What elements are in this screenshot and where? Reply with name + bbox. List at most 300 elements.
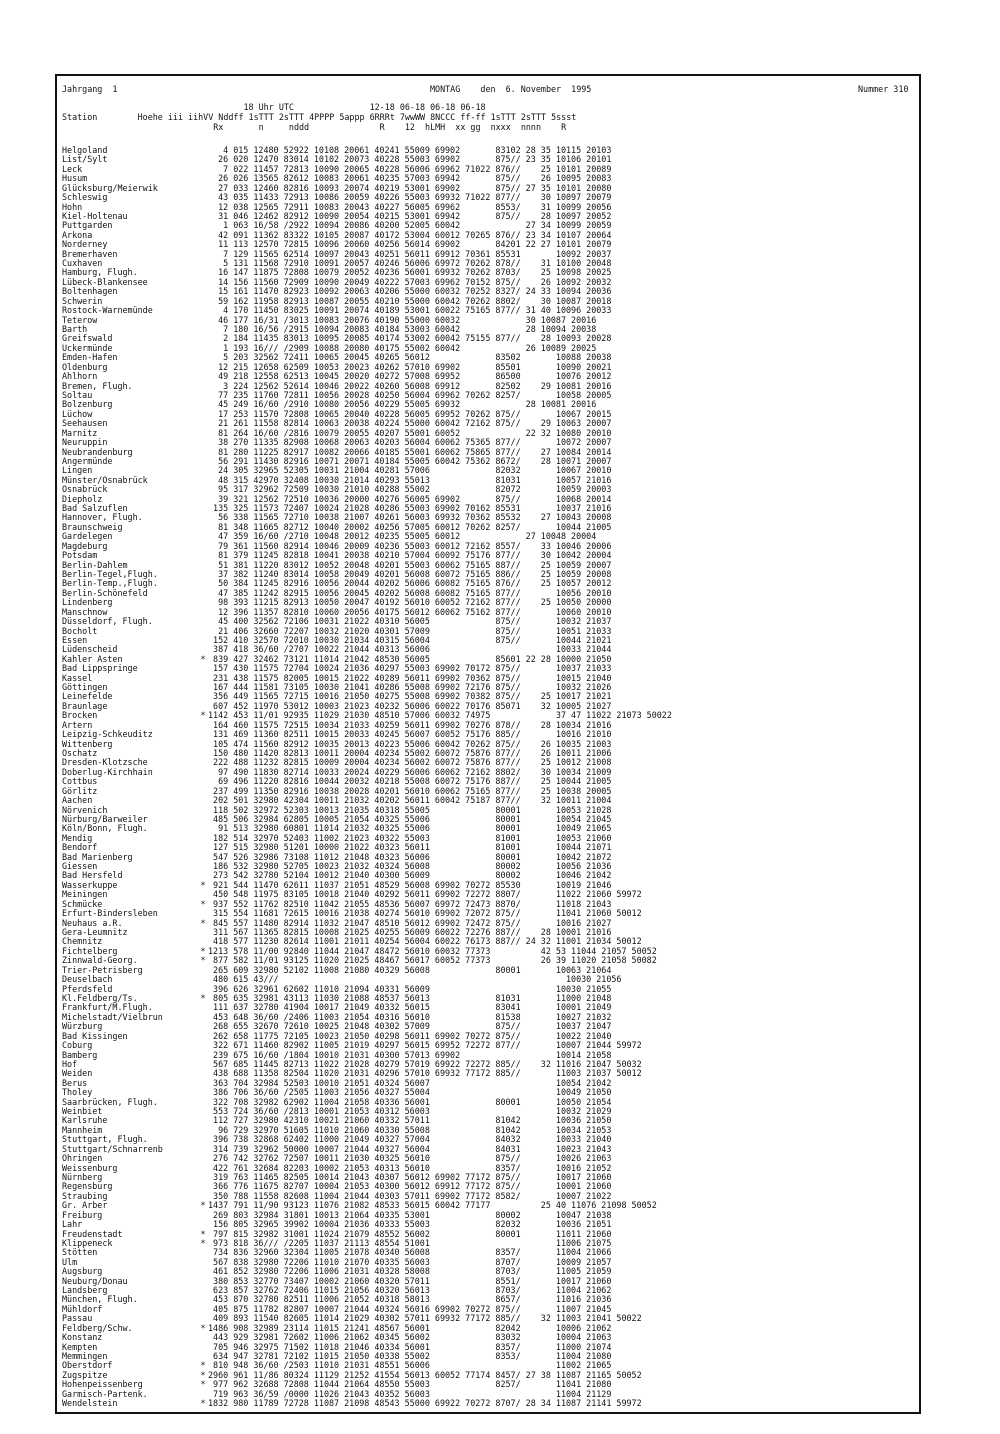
station-observation-data: 1 193 16/// /2909 10088 20080 40175 55002 60042 26 10089 20025 <box>208 342 597 353</box>
mountain-station-marker <box>198 740 208 749</box>
station-name: Berus <box>62 1078 88 1088</box>
station-observation-data: 152 410 32570 72010 10030 21034 40315 56004 875// 10044 21021 <box>208 634 612 645</box>
mountain-station-marker <box>198 1248 208 1257</box>
station-name: Mannheim <box>62 1125 103 1135</box>
station-observation-data: 12 038 12565 72911 10083 20043 40227 56005 69962 8553/ 31 10099 20056 <box>208 201 612 212</box>
station-name: Chemnitz <box>62 937 103 947</box>
station-name: Neuruppin <box>62 438 108 448</box>
station-observation-data: 450 548 11975 83105 10018 21040 40292 56011 69902 72272 8807/ 11022 21060 59972 <box>208 889 642 900</box>
station-name: Rostock-Warnemünde <box>62 306 153 316</box>
station-name: Bocholt <box>62 626 98 636</box>
mountain-station-marker <box>198 448 208 457</box>
station-observation-data: 26 026 13565 82612 10083 20061 40235 57003 69942 875// 26 10095 20083 <box>208 173 612 184</box>
station-name: Bad Salzuflen <box>62 504 128 514</box>
station-name: Fichtelberg <box>62 946 118 956</box>
station-name: Saarbrücken, Flugh. <box>62 1097 158 1107</box>
station-observation-data: 438 688 11358 82504 11020 21031 40296 57010 69932 77172 885// 11003 21037 50012 <box>208 1068 642 1079</box>
station-name: Wendelstein <box>62 1399 118 1409</box>
station-observation-data: 135 325 11573 72407 10024 21028 40286 55003 69902 70162 85531 10037 21016 <box>208 503 612 514</box>
mountain-station-marker <box>198 1305 208 1314</box>
mountain-station-marker <box>198 796 208 805</box>
station-observation-data: 56 291 11430 82916 10071 20071 40184 55005 60042 75362 8672/ 28 10071 20007 <box>208 455 612 466</box>
mountain-station-marker: * <box>200 1322 206 1333</box>
mountain-station-marker <box>198 1182 208 1191</box>
station-name: Freudenstadt <box>62 1229 123 1239</box>
station-observation-data: 97 490 11830 82714 10033 20024 40229 56006 60062 72162 8802/ 30 10034 21009 <box>208 766 612 777</box>
mountain-station-marker <box>198 1041 208 1050</box>
station-observation-data: 16 147 11875 72808 10079 20052 40236 56001 69932 70262 8703/ 25 10098 20025 <box>208 267 612 278</box>
station-observation-data: 1142 453 11/01 92935 11029 21030 48510 57006 60032 74975 37 47 11022 21073 50022 <box>208 710 672 721</box>
station-observation-data: 705 946 32975 71502 11018 21046 40334 56001 8357/ 11000 21074 <box>208 1341 612 1352</box>
mountain-station-marker <box>198 231 208 240</box>
mountain-station-marker <box>198 306 208 315</box>
station-name: Puttgarden <box>62 221 113 231</box>
mountain-station-marker <box>198 1003 208 1012</box>
station-observation-data: 805 635 32981 43113 11030 21088 48537 56013 81031 11000 21048 <box>208 992 612 1003</box>
station-observation-data: 156 805 32965 39902 10004 21036 40333 55003 82032 10036 21051 <box>208 1219 612 1230</box>
station-observation-data: 1486 908 32989 23114 11015 21241 48567 56001 82042 10006 21062 <box>208 1322 612 1333</box>
station-name: Seehausen <box>62 419 108 429</box>
mountain-station-marker: * <box>200 653 206 664</box>
station-observation-data: 81 379 11245 82818 10041 20038 40210 57004 60092 75176 877// 30 10042 20004 <box>208 550 612 561</box>
station-name: Osnabrück <box>62 485 108 495</box>
station-name: Weissenburg <box>62 1163 118 1173</box>
mountain-station-marker <box>198 730 208 739</box>
station-observation-data: 276 742 32762 72507 10011 21030 40325 56010 875// 10026 21063 <box>208 1153 612 1164</box>
mountain-station-marker <box>198 1295 208 1304</box>
station-observation-data: 268 655 32670 72610 10025 21048 40302 57009 875// 10037 21047 <box>208 1021 612 1032</box>
station-observation-data: 921 544 11470 62611 11037 21051 48529 56008 69902 70272 85530 10019 21046 <box>208 879 612 890</box>
station-name: Meiningen <box>62 890 108 900</box>
mountain-station-marker <box>198 815 208 824</box>
table-row <box>62 1399 902 1408</box>
station-observation-data: 21 406 32660 72207 10032 21020 40301 57009 875// 10051 21033 <box>208 625 612 636</box>
mountain-station-marker <box>198 1173 208 1182</box>
station-observation-data: 182 514 32970 52403 11002 21023 40322 55003 81001 10053 21060 <box>208 832 612 843</box>
mountain-station-marker <box>198 589 208 598</box>
mountain-station-marker <box>198 353 208 362</box>
station-name: Zinnwald-Georg. <box>62 956 138 966</box>
station-name: Oberstdorf <box>62 1361 113 1371</box>
station-observation-data: 111 637 32780 41904 10017 21049 40332 56015 83041 10001 21049 <box>208 1002 612 1013</box>
station-observation-data: 977 962 32688 72808 11044 21064 48550 55003 8257/ 11041 21080 <box>208 1379 612 1390</box>
station-name: Weiden <box>62 1069 93 1079</box>
station-name: Hof <box>62 1059 78 1069</box>
station-name: Trier-Petrisberg <box>62 965 143 975</box>
station-name: Memmingen <box>62 1352 108 1361</box>
mountain-station-marker: * <box>200 710 206 721</box>
station-name: Dresden-Klotzsche <box>62 758 148 768</box>
station-name: Karlsruhe <box>62 1116 108 1126</box>
station-name: Hamburg, Flugh. <box>62 268 138 278</box>
station-observation-data: 485 506 32984 62805 10005 21054 40325 55006 80001 10054 21045 <box>208 813 612 824</box>
mountain-station-marker <box>198 240 208 249</box>
mountain-station-marker <box>198 429 208 438</box>
station-observation-data: 186 532 32980 52705 10023 21032 40324 56008 80002 10056 21036 <box>208 861 612 872</box>
station-observation-data: 405 875 11782 82807 10007 21044 40324 56016 69902 70272 875// 11007 21045 <box>208 1303 612 1314</box>
station-observation-data: 46 177 16/31 /3013 10083 20076 40190 55000 60032 30 10087 20016 <box>208 314 597 325</box>
station-name: Braunschweig <box>62 522 123 532</box>
mountain-station-marker <box>198 1267 208 1276</box>
mountain-station-marker <box>198 523 208 532</box>
station-name: Weinbiet <box>62 1107 103 1117</box>
mountain-station-marker <box>198 193 208 202</box>
mountain-station-marker <box>198 165 208 174</box>
station-observation-data: 1 063 16/58 /2922 10094 20086 40200 52005 60042 27 34 10099 20059 <box>208 220 612 231</box>
mountain-station-marker <box>198 853 208 862</box>
mountain-station-marker <box>198 636 208 645</box>
mountain-station-marker <box>198 1333 208 1342</box>
station-observation-data: 5 131 11568 72910 10091 20057 40246 56006 69972 70262 878// 31 10100 20048 <box>208 258 612 269</box>
station-name: Köln/Bonn, Flugh. <box>62 824 148 834</box>
mountain-station-marker <box>198 617 208 626</box>
station-observation-data: 453 870 32780 82511 11006 21052 40318 58013 8657/ 11016 21036 <box>208 1294 612 1305</box>
station-observation-data: 79 361 11560 82914 10046 20009 40236 55003 60012 72162 8557/ 33 10046 20006 <box>208 540 612 551</box>
mountain-station-marker <box>198 551 208 560</box>
mountain-station-marker <box>198 1022 208 1031</box>
mountain-station-marker <box>198 768 208 777</box>
station-name: Leipzig-Schkeuditz <box>62 730 153 740</box>
station-name: Braunlage <box>62 701 108 711</box>
mountain-station-marker: * <box>200 1369 206 1380</box>
mountain-station-marker <box>198 174 208 183</box>
station-observation-data: 453 648 36/60 /2406 11003 21054 40316 56010 81538 10027 21032 <box>208 1011 612 1022</box>
jahrgang-label: Jahrgang 1 <box>62 84 118 94</box>
station-name: Emden-Hafen <box>62 353 118 363</box>
station-observation-data: 311 567 11365 82815 10008 21025 40255 56009 60022 72276 887// 28 10001 21016 <box>208 927 612 938</box>
station-name: Michelstadt/Vielbrun <box>62 1012 163 1022</box>
mountain-station-marker: * <box>200 1360 206 1371</box>
station-observation-data: 567 685 11445 82713 11022 21028 40279 57019 69922 72272 885// 32 11016 21047 50032 <box>208 1058 642 1069</box>
mountain-station-marker <box>198 598 208 607</box>
mountain-station-marker <box>198 513 208 522</box>
station-observation-data: 567 838 32980 72206 11010 21070 40335 56003 8707/ 10009 21057 <box>208 1256 612 1267</box>
station-name: Lingen <box>62 466 93 476</box>
mountain-station-marker: * <box>200 1237 206 1248</box>
station-observation-data: 31 046 12462 82912 10090 20054 40215 53001 69942 875// 28 10097 20052 <box>208 210 612 221</box>
station-observation-data: 131 469 11360 82511 10015 20033 40245 56007 60052 75176 885// 10016 21010 <box>208 729 612 740</box>
station-name: Berlin-Tegel,Flugh. <box>62 569 158 579</box>
mountain-station-marker: * <box>200 1228 206 1239</box>
station-name: Freiburg <box>62 1210 103 1220</box>
station-name: Erfurt-Bindersleben <box>62 909 158 919</box>
station-name: Tholey <box>62 1088 93 1098</box>
mountain-station-marker <box>198 692 208 701</box>
station-name: Zugspitze <box>62 1370 108 1380</box>
station-name: Bolzenburg <box>62 400 113 410</box>
mountain-station-marker: * <box>200 1379 206 1390</box>
station-name: Bad Hersfeld <box>62 871 123 881</box>
mountain-station-marker <box>198 155 208 164</box>
station-name: Bad Kissingen <box>62 1031 128 1041</box>
report-date: MONTAG den 6. November 1995 <box>430 84 592 94</box>
mountain-station-marker <box>198 843 208 852</box>
mountain-station-marker <box>198 268 208 277</box>
station-name: Neuhaus a.R. <box>62 918 123 928</box>
mountain-station-marker <box>198 1079 208 1088</box>
station-name: Konstanz <box>62 1333 103 1343</box>
station-name: Mühldorf <box>62 1304 103 1314</box>
mountain-station-marker <box>198 212 208 221</box>
mountain-station-marker <box>198 278 208 287</box>
mountain-station-marker <box>198 975 208 984</box>
mountain-station-marker <box>198 1343 208 1352</box>
station-name: Schleswig <box>62 193 108 203</box>
station-observation-data: 37 382 11240 83014 10058 20049 40201 56008 60072 75165 886// 25 10059 20008 <box>208 568 612 579</box>
station-observation-data: 237 499 11350 82916 10038 20028 40201 56010 60062 75165 877// 25 10038 20005 <box>208 785 612 796</box>
station-observation-data: 12 215 12658 62509 10053 20023 40262 57010 69902 85501 10090 20021 <box>208 361 612 372</box>
station-name: Ückermünde <box>62 343 113 353</box>
station-name: Gardelegen <box>62 532 113 542</box>
station-name: Cottbus <box>62 777 98 787</box>
mountain-station-marker <box>198 1116 208 1125</box>
station-observation-data: 43 035 11433 72913 10086 20059 40226 55003 69932 71022 877// 30 10097 20079 <box>208 192 612 203</box>
station-observation-data: 3 224 12562 52614 10046 20022 40260 56008 69912 82502 29 10081 20016 <box>208 380 612 391</box>
station-observation-data: 7 180 16/56 /2915 10094 20083 40184 53003 60042 28 10094 20038 <box>208 324 597 335</box>
mountain-station-marker <box>198 344 208 353</box>
station-observation-data: 269 803 32984 31801 10013 21064 40335 53001 80002 10047 21038 <box>208 1209 612 1220</box>
station-observation-data: 839 427 32462 73121 11014 21042 48530 56005 85601 22 28 10000 21050 <box>208 653 612 664</box>
station-name: Ulm <box>62 1257 78 1267</box>
mountain-station-marker <box>198 1211 208 1220</box>
station-name: Nürnberg <box>62 1172 103 1182</box>
station-name: Neuburg/Donau <box>62 1276 128 1286</box>
station-observation-data: 45 400 32562 72106 10031 21022 40310 56005 875// 10032 21037 <box>208 616 612 627</box>
station-observation-data: 231 438 11575 82005 10015 21022 40289 56011 69902 70362 875// 10015 21040 <box>208 672 612 683</box>
mountain-station-marker <box>198 297 208 306</box>
mountain-station-marker <box>198 221 208 230</box>
mountain-station-marker <box>198 758 208 767</box>
station-name: Görlitz <box>62 786 98 796</box>
station-observation-data: 810 948 36/60 /2503 11010 21031 48551 56006 11002 21065 <box>208 1360 612 1371</box>
station-observation-data: 81 264 16/60 /2816 10079 20055 40207 55001 60052 22 32 10080 20010 <box>208 427 612 438</box>
report-number: Nummer 310 <box>858 84 909 94</box>
station-observation-data: 48 315 42970 32408 10030 21014 40293 55013 81031 10057 21016 <box>208 474 612 485</box>
station-observation-data: 547 526 32986 73108 11012 21048 40323 56006 80001 10042 21072 <box>208 851 612 862</box>
station-name: Hohn <box>62 202 83 212</box>
station-name: Essen <box>62 635 88 645</box>
mountain-station-marker <box>198 146 208 155</box>
mountain-station-marker <box>198 834 208 843</box>
station-observation-data: 553 724 36/60 /2813 10001 21053 40312 56003 10032 21029 <box>208 1106 612 1117</box>
mountain-station-marker <box>198 1126 208 1135</box>
mountain-station-marker <box>198 1258 208 1267</box>
station-name: Giessen <box>62 862 98 872</box>
station-observation-data: 91 513 32980 60801 11014 21032 40325 55006 80001 10049 21065 <box>208 823 612 834</box>
mountain-station-marker <box>198 419 208 428</box>
column-header-line-2: Station Hoehe iii iihVV Nddff 1sTTT 2sTTT 4PPPP 5appp 6RRRt 7wwWW 8NCCC ff-ff 1sTTT 2sTTT 5ssst <box>62 111 577 122</box>
station-name: Potsdam <box>62 551 98 561</box>
column-header-line-1: 18 Uhr UTC 12-18 06-18 06-18 06-18 <box>62 102 486 112</box>
mountain-station-marker <box>198 250 208 259</box>
station-name: Marnitz <box>62 428 98 438</box>
station-name: Schwerin <box>62 296 103 306</box>
station-observation-data: 39 321 12562 72510 10036 20000 40276 56005 69902 875// 10068 20014 <box>208 493 612 504</box>
station-name: Aachen <box>62 796 93 806</box>
mountain-station-marker <box>198 532 208 541</box>
station-name: Feldberg/Schw. <box>62 1323 133 1333</box>
mountain-station-marker <box>198 372 208 381</box>
mountain-station-marker <box>198 438 208 447</box>
station-observation-data: 273 542 32780 52104 10012 21040 40300 56009 80002 10046 21042 <box>208 870 612 881</box>
station-name: Bremen, Flugh. <box>62 381 133 391</box>
station-observation-data: 45 249 16/60 /2910 10080 20056 40229 55005 69932 28 10081 20016 <box>208 399 597 410</box>
station-name: Oldenburg <box>62 362 108 372</box>
station-observation-data: 164 460 11575 72515 10034 21033 40259 56011 69902 70276 878// 28 10034 21016 <box>208 719 612 730</box>
station-observation-data: 356 449 11565 72715 10016 21050 40275 55008 69902 70382 875// 25 10017 21021 <box>208 691 612 702</box>
mountain-station-marker <box>198 400 208 409</box>
mountain-station-marker <box>198 1135 208 1144</box>
station-observation-data: 350 788 11558 82608 11004 21044 40303 57011 69902 77172 8582/ 10007 21022 <box>208 1190 612 1201</box>
station-observation-data: 12 396 11357 82810 10060 20056 40175 56012 60062 75162 877// 10060 20010 <box>208 606 612 617</box>
station-name: Garmisch-Partenk. <box>62 1389 148 1399</box>
mountain-station-marker <box>198 287 208 296</box>
station-observation-data: 1213 578 11/00 92840 11044 21047 48472 56010 60032 77373 42 53 11044 21057 50052 <box>208 945 657 956</box>
mountain-station-marker <box>198 391 208 400</box>
station-name: Husum <box>62 174 88 184</box>
station-observation-data: 239 675 16/60 /1804 10010 21031 40300 57013 69902 10014 21058 <box>208 1049 612 1060</box>
station-observation-data: 127 515 32980 51201 10000 21022 40323 56011 81001 10044 21071 <box>208 842 612 853</box>
station-observation-data: 38 270 11335 82908 10068 20063 40203 56004 60062 75365 877// 10072 20007 <box>208 437 612 448</box>
station-observation-data: 409 893 11540 82605 11014 21029 40302 57011 69932 77172 885// 32 11003 21041 50022 <box>208 1313 642 1324</box>
column-header-line-3: Rx n nddd R 12 hLMH xx gg nxxx nnnn R <box>62 121 567 132</box>
station-observation-data: 1437 791 11/90 93123 11076 21082 48533 56015 60042 77177 25 40 11076 21098 50052 <box>208 1200 657 1211</box>
station-observation-data: 461 852 32980 72206 11006 21031 40328 58008 8703/ 11005 21059 <box>208 1266 612 1277</box>
station-observation-data: 418 577 11230 82614 11001 21011 40254 56004 60022 76173 887// 24 32 11001 21034 50012 <box>208 936 642 947</box>
station-name: Oschatz <box>62 749 98 758</box>
station-name: Wasserkuppe <box>62 880 118 890</box>
station-observation-data: 322 671 11460 82902 11005 21019 40297 56015 69952 72272 877// 10007 21044 59972 <box>208 1040 642 1051</box>
station-observation-data: 50 384 11245 82916 10056 20044 40202 56006 60082 75165 876// 25 10057 20012 <box>208 578 612 589</box>
station-name: Deuselbach <box>62 975 113 985</box>
station-name: Coburg <box>62 1041 93 1051</box>
mountain-station-marker <box>198 966 208 975</box>
station-observation-data: 380 853 32770 73407 10002 21060 40320 57011 8551/ 10017 21060 <box>208 1275 612 1286</box>
station-name: Leck <box>62 164 83 174</box>
mountain-station-marker: * <box>200 917 206 928</box>
station-observation-data: 4 015 12480 52922 10108 20061 40241 55009 69902 83102 28 35 10115 20103 <box>208 145 612 155</box>
station-observation-data: 387 418 36/60 /2707 10022 21044 40313 56006 10033 21044 <box>208 644 612 655</box>
station-observation-data: 363 704 32984 52503 10010 21051 40324 56007 10054 21042 <box>208 1077 612 1088</box>
station-name: Kl.Feldberg/Ts. <box>62 993 138 1003</box>
station-name: Klippeneck <box>62 1238 113 1248</box>
mountain-station-marker <box>198 1088 208 1097</box>
mountain-station-marker <box>198 674 208 683</box>
mountain-station-marker <box>198 1107 208 1116</box>
station-observation-data: 2 184 11435 83013 10095 20085 40174 53002 60042 75155 877// 28 10093 20028 <box>208 333 612 344</box>
mountain-station-marker <box>198 1277 208 1286</box>
station-observation-data: 797 815 32982 31001 11024 21079 48552 56002 80001 11011 21060 <box>208 1228 612 1239</box>
mountain-station-marker <box>198 824 208 833</box>
mountain-station-marker: * <box>200 1398 206 1409</box>
mountain-station-marker <box>198 862 208 871</box>
mountain-station-marker: * <box>200 992 206 1003</box>
mountain-station-marker <box>198 806 208 815</box>
station-name: Frankfurt/M.Flugh. <box>62 1003 153 1013</box>
mountain-station-marker: * <box>200 898 206 909</box>
station-observation-data: 15 161 11470 82923 10092 20063 40206 55000 60032 70252 8327/ 24 33 10094 20036 <box>208 286 612 297</box>
station-name: Helgoland <box>62 146 108 155</box>
station-name: Bamberg <box>62 1050 98 1060</box>
mountain-station-marker <box>198 504 208 513</box>
station-name: Manschnow <box>62 607 108 617</box>
station-name: Augsburg <box>62 1267 103 1277</box>
mountain-station-marker <box>198 316 208 325</box>
mountain-station-marker <box>198 664 208 673</box>
station-observation-data: 480 615 43/// 10030 21056 <box>208 974 622 985</box>
mountain-station-marker <box>198 1013 208 1022</box>
station-name: Hohenpeissenberg <box>62 1380 143 1390</box>
station-observation-data: 157 430 11575 72704 10024 21036 40297 55003 69902 70172 875// 10037 21033 <box>208 663 612 674</box>
mountain-station-marker <box>198 721 208 730</box>
station-name: Bad Marienberg <box>62 852 133 862</box>
mountain-station-marker <box>198 476 208 485</box>
station-name: Schmücke <box>62 899 103 909</box>
station-observation-data: 69 496 11220 82816 10044 20032 40218 55008 60072 75176 887// 25 10044 21005 <box>208 776 612 787</box>
station-name: Artern <box>62 720 93 730</box>
station-name: Hannover, Flugh. <box>62 513 143 523</box>
station-observation-data: 319 763 11465 82505 10014 21043 40307 56012 69902 77172 875// 10017 21060 <box>208 1171 612 1182</box>
station-name: Diepholz <box>62 494 103 504</box>
station-observation-data: 26 020 12470 83014 10102 20073 40228 55003 69902 875// 23 35 10106 20101 <box>208 154 612 165</box>
mountain-station-marker: * <box>200 945 206 956</box>
station-name: Lüdenscheid <box>62 645 118 655</box>
mountain-station-marker <box>198 325 208 334</box>
mountain-station-marker <box>198 787 208 796</box>
station-observation-data: 262 658 11775 72105 10023 21050 40298 56011 69902 70272 875// 10022 21040 <box>208 1030 612 1041</box>
station-name: Glücksburg/Meierwik <box>62 183 158 193</box>
station-name: Stuttgart, Flugh. <box>62 1135 148 1145</box>
mountain-station-marker <box>198 1051 208 1060</box>
station-observation-data: 265 609 32980 52102 11008 21080 40329 56008 80001 10063 21064 <box>208 964 612 975</box>
station-observation-data: 202 501 32980 42304 10011 21032 40202 56011 60042 75187 877// 32 10011 21004 <box>208 795 612 806</box>
station-name: Magdeburg <box>62 541 108 551</box>
station-name: Teterow <box>62 315 98 325</box>
station-name: Leinefelde <box>62 692 113 702</box>
station-observation-data: 973 818 36/// /2205 11037 21113 48554 51001 11006 21075 <box>208 1237 612 1248</box>
station-name: Arkona <box>62 230 93 240</box>
mountain-station-marker <box>198 485 208 494</box>
mountain-station-marker: * <box>200 1200 206 1211</box>
station-observation-data: 396 738 32868 62402 11000 21049 40327 57004 84032 10033 21040 <box>208 1134 612 1145</box>
station-observation-data: 322 708 32982 62902 11004 21058 40336 56001 80001 10050 21054 <box>208 1096 612 1107</box>
mountain-station-marker <box>198 495 208 504</box>
mountain-station-marker <box>198 1032 208 1041</box>
station-observation-data: 51 381 11220 83012 10052 20048 40201 55003 60062 75165 887// 25 10059 20007 <box>208 559 612 570</box>
station-observation-data: 14 156 11560 72909 10090 20049 40222 57003 69962 70152 875// 26 10092 20032 <box>208 276 612 287</box>
station-name: Ahlhorn <box>62 372 98 382</box>
mountain-station-marker <box>198 363 208 372</box>
station-observation-data: 607 452 11970 53012 10003 21023 40232 56006 60022 70176 85071 32 10005 21027 <box>208 700 612 711</box>
station-observation-data: 845 557 11480 82914 11032 21047 48510 56012 69902 72472 875// 10016 21027 <box>208 917 612 928</box>
station-observation-data: 81 280 11225 82917 10082 20066 40185 55001 60062 75865 877// 27 10084 20014 <box>208 446 612 457</box>
station-name: Berlin-Temp.,Flugh. <box>62 579 158 589</box>
station-name: Gr. Arber <box>62 1201 108 1211</box>
station-observation-data: 11 113 12570 72815 10096 20060 40256 56014 69902 84201 22 27 10101 20079 <box>208 239 612 250</box>
station-name: Norderney <box>62 240 108 250</box>
station-observation-data: 105 474 11560 82912 10035 20013 40223 55006 60042 70262 875// 26 10035 21003 <box>208 738 612 749</box>
mountain-station-marker <box>198 777 208 786</box>
mountain-station-marker <box>198 579 208 588</box>
mountain-station-marker <box>198 1069 208 1078</box>
mountain-station-marker <box>198 570 208 579</box>
station-observation-data: 719 963 36/59 /0000 11026 21043 40352 56003 11004 21129 <box>208 1388 612 1399</box>
station-name: Lübeck-Blankensee <box>62 277 148 287</box>
station-observation-data: 47 359 16/60 /2710 10048 20012 40235 55005 60012 27 10048 20004 <box>208 531 597 542</box>
station-observation-data: 42 091 11362 83322 10105 20087 40172 53004 60012 70265 876// 23 34 10107 20064 <box>208 229 612 240</box>
station-observation-data: 2960 961 11/86 80324 11129 21252 41554 56013 60052 77174 8457/ 27 38 11087 21165 50052 <box>208 1369 642 1380</box>
station-observation-data: 5 203 32562 72411 10065 20045 40265 56012 83502 10088 20038 <box>208 352 612 363</box>
